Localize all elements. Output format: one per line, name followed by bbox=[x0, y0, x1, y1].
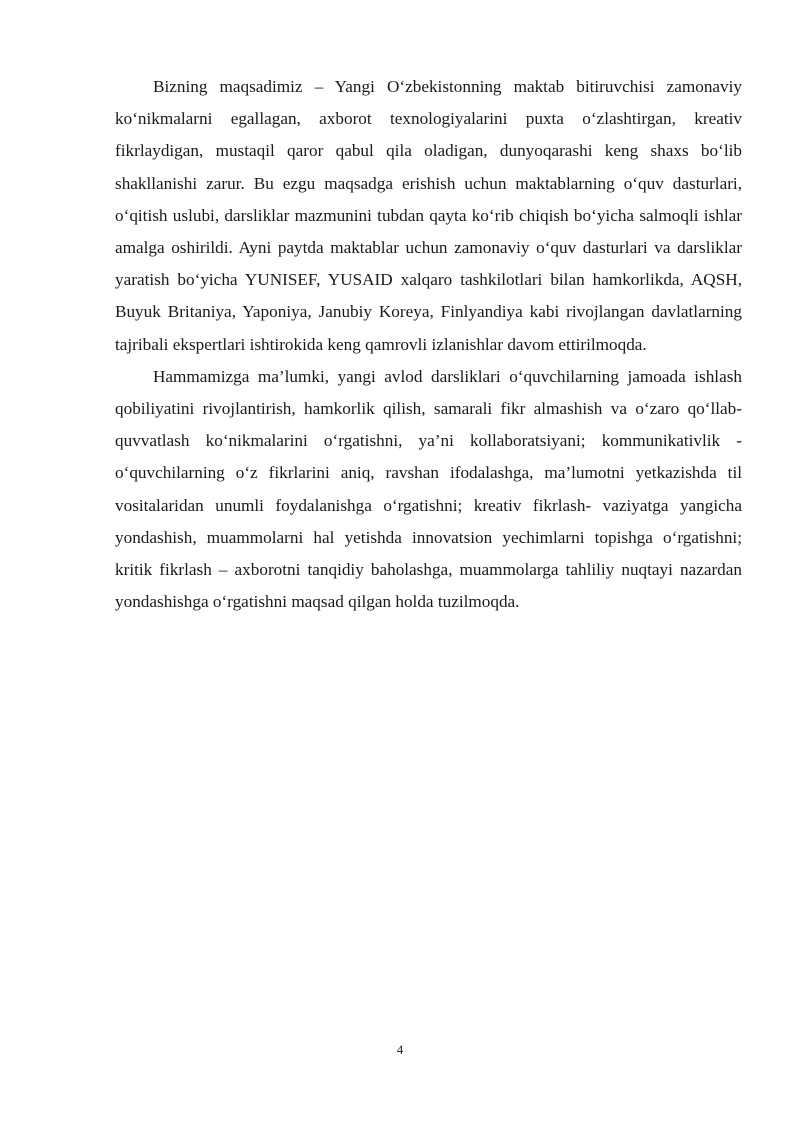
page-number: 4 bbox=[396, 1042, 404, 1057]
page-body bbox=[115, 71, 742, 618]
paragraph-1: Bizning maqsadimiz – Yangi O‘zbekistonning maktab bitiruvchisi zamonaviy ko‘nikmalarni egallagan, axborot texnologiyalarini puxta o‘zlashtirgan, kreativ fikrlaydigan, mustaqil qaror qabul qila oladigan, dunyoqarashi keng shaxs bo‘lib shakllanishi zarur. Bu ezgu maqsadga erishish uchun maktablarning o‘quv dasturlari, o‘qitish uslubi, darsliklar mazmunini tubdan qayta ko‘rib chiqish bo‘yicha salmoqli ishlar amalga oshirildi. Ayni paytda maktablar uchun zamonaviy o‘quv dasturlari va darsliklar yaratish bo‘yicha YUNISEF, YUSAID xalqaro tashkilotlari bilan hamkorlikda, AQSH, Buyuk Britaniya, Yaponiya, Janubiy Koreya, Finlyandiya kabi rivojlangan davlatlarning tajribali ekspertlari ishtirokida keng qamrovli izlanishlar davom ettirilmoqda. bbox=[115, 77, 742, 354]
paragraph-2: Hammamizga ma’lumki, yangi avlod darsliklari o‘quvchilarning jamoada ishlash qobiliyatini rivojlantirish, hamkorlik qilish, samarali fikr almashish va o‘zaro qo‘llab-quvvatlash ko‘nikmalarini o‘rgatishni, ya’ni kollaboratsiyani; kommunikativlik - o‘quvchilarning o‘z fikrlarini aniq, ravshan ifodalashga, ma’lumotni yetkazishda til vositalaridan unumli foydalanishga o‘rgatishni; kreativ fikrlash- vaziyatga yangicha yondashish, muammolarni hal yetishda innovatsion yechimlarni topishga o‘rgatishni; kritik fikrlash – axborotni tanqidiy baholashga, muammolarga tahliliy nuqtayi nazardan yondashishga o‘rgatishni maqsad qilgan holda tuzilmoqda. bbox=[115, 366, 742, 612]
